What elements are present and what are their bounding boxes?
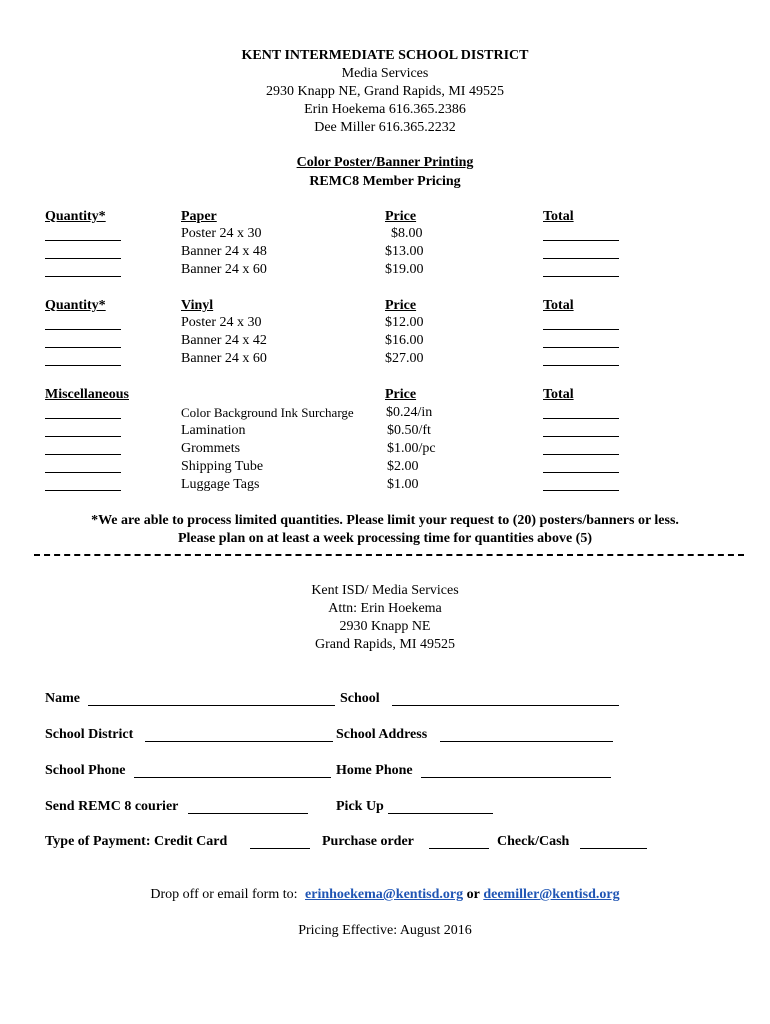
vinyl-qty-blank-3[interactable] — [45, 365, 121, 366]
home-phone-label: Home Phone — [336, 763, 413, 778]
courier-label: Send REMC 8 courier — [45, 799, 179, 814]
misc-item: Color Background Ink Surcharge — [181, 405, 354, 420]
misc-qty-blank-4[interactable] — [45, 472, 121, 473]
mailing-line-3: 2930 Knapp NE — [339, 619, 431, 634]
email-link-erin[interactable]: erinhoekema@kentisd.org — [305, 887, 464, 902]
purchase-order-field[interactable] — [429, 848, 489, 849]
misc-qty-blank-5[interactable] — [45, 490, 121, 491]
misc-price: $0.24/in — [386, 405, 433, 420]
email-link-dee[interactable]: deemiller@kentisd.org — [483, 887, 620, 902]
misc-item: Grommets — [181, 441, 241, 456]
vinyl-qty-blank-2[interactable] — [45, 347, 121, 348]
paper-qty-blank-3[interactable] — [45, 276, 121, 277]
dropoff-line — [0, 886, 770, 904]
vinyl-price: $16.00 — [385, 333, 424, 348]
misc-price: $2.00 — [387, 459, 419, 474]
paper-price: $13.00 — [385, 244, 424, 259]
courier-field[interactable] — [188, 813, 308, 814]
org-name: KENT INTERMEDIATE SCHOOL DISTRICT — [241, 48, 529, 63]
pickup-field[interactable] — [388, 813, 493, 814]
school-label: School — [340, 691, 380, 706]
paper-total-blank-3[interactable] — [543, 276, 619, 277]
misc-qty-blank-2[interactable] — [45, 436, 121, 437]
check-cash-field[interactable] — [580, 848, 647, 849]
dept-name: Media Services — [341, 66, 429, 81]
vinyl-item: Banner 24 x 60 — [181, 351, 267, 366]
vinyl-price: $27.00 — [385, 351, 424, 366]
vinyl-item-header: Vinyl — [181, 298, 214, 313]
district-field[interactable] — [145, 741, 333, 742]
dropoff-text: Drop off or email form to: — [150, 887, 298, 902]
paper-qty-header: Quantity* — [45, 209, 106, 224]
pricing-effective: Pricing Effective: August 2016 — [298, 923, 472, 938]
misc-qty-blank-3[interactable] — [45, 454, 121, 455]
contact-erin: Erin Hoekema 616.365.2386 — [304, 102, 466, 117]
misc-item: Shipping Tube — [181, 459, 264, 474]
misc-item: Lamination — [181, 423, 246, 438]
or-text: or — [466, 887, 480, 902]
cut-line-divider — [34, 554, 744, 556]
check-cash-label: Check/Cash — [497, 834, 570, 849]
misc-total-header: Total — [543, 387, 574, 402]
school-address-label: School Address — [336, 727, 428, 742]
paper-total-blank-2[interactable] — [543, 258, 619, 259]
mailing-line-4: Grand Rapids, MI 49525 — [315, 637, 455, 652]
pickup-label: Pick Up — [336, 799, 384, 814]
misc-total-blank-5[interactable] — [543, 490, 619, 491]
misc-total-blank-2[interactable] — [543, 436, 619, 437]
misc-total-blank-4[interactable] — [543, 472, 619, 473]
paper-price: $19.00 — [385, 262, 424, 277]
org-address: 2930 Knapp NE, Grand Rapids, MI 49525 — [266, 84, 504, 99]
vinyl-item: Banner 24 x 42 — [181, 333, 267, 348]
misc-total-blank-1[interactable] — [543, 418, 619, 419]
name-field[interactable] — [88, 705, 335, 706]
paper-price: $8.00 — [391, 226, 423, 241]
page-subtitle: REMC8 Member Pricing — [309, 174, 461, 189]
vinyl-qty-header: Quantity* — [45, 298, 106, 313]
contact-dee: Dee Miller 616.365.2232 — [314, 120, 456, 135]
credit-card-field[interactable] — [250, 848, 310, 849]
paper-item-header: Paper — [181, 209, 217, 224]
paper-price-header: Price — [385, 209, 417, 224]
purchase-order-label: Purchase order — [322, 834, 414, 849]
page-title-text: Color Poster/Banner Printing — [296, 155, 474, 170]
vinyl-item: Poster 24 x 30 — [181, 315, 262, 330]
school-field[interactable] — [392, 705, 619, 706]
page-title — [0, 154, 770, 172]
vinyl-total-blank-3[interactable] — [543, 365, 619, 366]
misc-qty-blank-1[interactable] — [45, 418, 121, 419]
misc-price: $0.50/ft — [387, 423, 431, 438]
paper-qty-blank-2[interactable] — [45, 258, 121, 259]
paper-total-header: Total — [543, 209, 574, 224]
home-phone-field[interactable] — [421, 777, 611, 778]
quantity-note: *We are able to process limited quantities. Please limit your request to (20) posters/banners or less. — [91, 513, 679, 528]
vinyl-total-blank-2[interactable] — [543, 347, 619, 348]
district-label: School District — [45, 727, 134, 742]
mailing-line-1: Kent ISD/ Media Services — [311, 583, 459, 598]
misc-price-header: Price — [385, 387, 417, 402]
paper-item: Banner 24 x 48 — [181, 244, 267, 259]
paper-qty-blank-1[interactable] — [45, 240, 121, 241]
name-label: Name — [45, 691, 80, 706]
school-phone-label: School Phone — [45, 763, 126, 778]
misc-total-blank-3[interactable] — [543, 454, 619, 455]
processing-note: Please plan on at least a week processing time for quantities above (5) — [177, 531, 592, 546]
paper-total-blank-1[interactable] — [543, 240, 619, 241]
paper-item: Banner 24 x 60 — [181, 262, 267, 277]
vinyl-total-blank-1[interactable] — [543, 329, 619, 330]
vinyl-price-header: Price — [385, 298, 417, 313]
misc-price: $1.00 — [387, 477, 419, 492]
school-address-field[interactable] — [440, 741, 613, 742]
misc-price: $1.00/pc — [387, 441, 436, 456]
payment-label: Type of Payment: Credit Card — [45, 834, 228, 849]
mailing-line-2: Attn: Erin Hoekema — [328, 601, 442, 616]
paper-item: Poster 24 x 30 — [181, 226, 262, 241]
misc-item: Luggage Tags — [181, 477, 260, 492]
vinyl-price: $12.00 — [385, 315, 424, 330]
school-phone-field[interactable] — [134, 777, 331, 778]
vinyl-total-header: Total — [543, 298, 574, 313]
misc-header: Miscellaneous — [45, 387, 129, 402]
vinyl-qty-blank-1[interactable] — [45, 329, 121, 330]
